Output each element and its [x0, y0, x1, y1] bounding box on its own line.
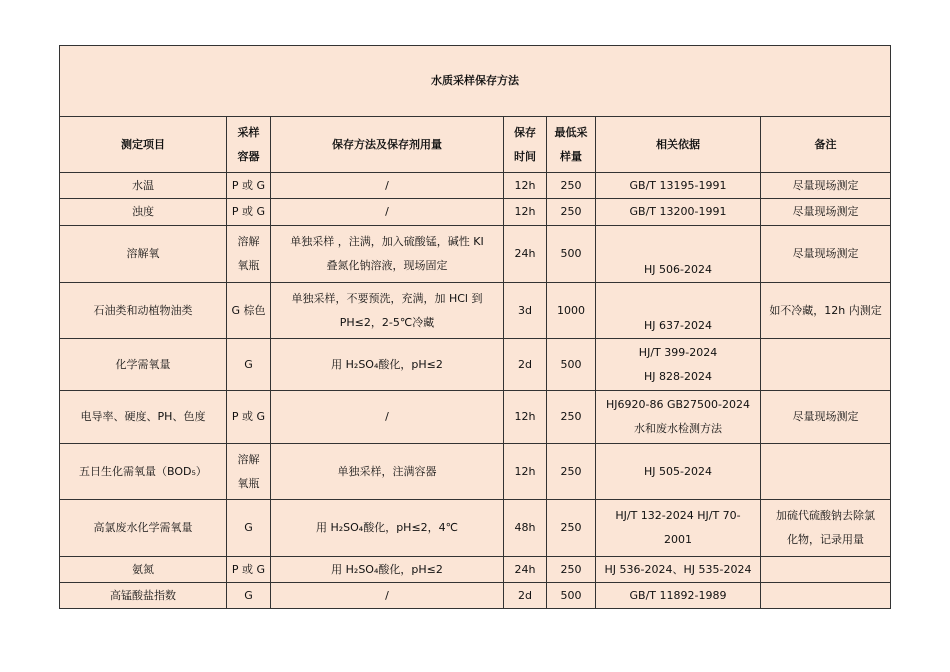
cell-method: 单独采样，不要预洗，充满，加 HCl 到 PH≤2，2-5℃冷藏 — [271, 283, 504, 339]
cell-min-volume: 250 — [547, 444, 596, 500]
cell-min-volume: 500 — [547, 583, 596, 609]
cell-basis: HJ/T 399-2024 HJ 828-2024 — [596, 339, 761, 391]
cell-container: G — [227, 339, 271, 391]
cell-remark — [761, 444, 891, 500]
cell-remark: 尽量现场测定 — [761, 391, 891, 444]
cell-time: 12h — [504, 173, 547, 199]
cell-container: G 棕色 — [227, 283, 271, 339]
cell-basis: HJ 637-2024 — [596, 283, 761, 339]
table-row — [60, 226, 891, 283]
header-min-volume: 最低采 样量 — [547, 117, 596, 173]
cell-method: 单独采样 ，注满，加入硫酸锰，碱性 KI 叠氮化钠溶液，现场固定 — [271, 226, 504, 283]
cell-method: / — [271, 583, 504, 609]
cell-basis: HJ6920-86 GB27500-2024 水和废水检测方法 — [596, 391, 761, 444]
cell-min-volume: 250 — [547, 500, 596, 557]
preservation-table — [59, 45, 891, 609]
cell-item: 水温 — [60, 173, 227, 199]
cell-method: / — [271, 173, 504, 199]
cell-min-volume: 250 — [547, 173, 596, 199]
table-row — [60, 199, 891, 226]
header-container: 采样 容器 — [227, 117, 271, 173]
cell-method: / — [271, 391, 504, 444]
cell-method: 用 H₂SO₄酸化，pH≤2 — [271, 557, 504, 583]
header-basis: 相关依据 — [596, 117, 761, 173]
cell-container: G — [227, 500, 271, 557]
cell-time: 12h — [504, 391, 547, 444]
cell-item: 高锰酸盐指数 — [60, 583, 227, 609]
cell-item: 高氯废水化学需氧量 — [60, 500, 227, 557]
cell-method: 单独采样，注满容器 — [271, 444, 504, 500]
cell-item: 浊度 — [60, 199, 227, 226]
header-item: 测定项目 — [60, 117, 227, 173]
cell-time: 24h — [504, 557, 547, 583]
cell-basis: HJ 506-2024 — [596, 226, 761, 283]
cell-basis: HJ/T 132-2024 HJ/T 70- 2001 — [596, 500, 761, 557]
cell-time: 48h — [504, 500, 547, 557]
cell-basis: GB/T 13195-1991 — [596, 173, 761, 199]
cell-min-volume: 1000 — [547, 283, 596, 339]
cell-method: / — [271, 199, 504, 226]
page-title: 水质采样保存方法 — [60, 46, 891, 117]
cell-basis: GB/T 11892-1989 — [596, 583, 761, 609]
table-row — [60, 557, 891, 583]
table-row — [60, 500, 891, 557]
cell-remark: 如不冷藏，12h 内测定 — [761, 283, 891, 339]
cell-method: 用 H₂SO₄酸化，pH≤2，4℃ — [271, 500, 504, 557]
cell-remark — [761, 557, 891, 583]
table-row — [60, 391, 891, 444]
cell-method: 用 H₂SO₄酸化，pH≤2 — [271, 339, 504, 391]
cell-container: P 或 G — [227, 391, 271, 444]
header-remark: 备注 — [761, 117, 891, 173]
cell-item: 化学需氧量 — [60, 339, 227, 391]
cell-item: 五日生化需氧量（BOD₅） — [60, 444, 227, 500]
cell-item: 电导率、硬度、PH、色度 — [60, 391, 227, 444]
title-row — [60, 46, 891, 117]
cell-basis: GB/T 13200-1991 — [596, 199, 761, 226]
cell-container: 溶解 氧瓶 — [227, 444, 271, 500]
table-row — [60, 173, 891, 199]
cell-time: 12h — [504, 199, 547, 226]
cell-min-volume: 250 — [547, 391, 596, 444]
cell-basis: HJ 536-2024、HJ 535-2024 — [596, 557, 761, 583]
cell-time: 24h — [504, 226, 547, 283]
cell-remark — [761, 339, 891, 391]
cell-min-volume: 500 — [547, 339, 596, 391]
cell-min-volume: 250 — [547, 557, 596, 583]
cell-time: 12h — [504, 444, 547, 500]
table-row — [60, 339, 891, 391]
table-row — [60, 583, 891, 609]
cell-min-volume: 250 — [547, 199, 596, 226]
cell-remark: 尽量现场测定 — [761, 226, 891, 283]
cell-item: 石油类和动植物油类 — [60, 283, 227, 339]
header-method: 保存方法及保存剂用量 — [271, 117, 504, 173]
cell-container: G — [227, 583, 271, 609]
cell-time: 2d — [504, 583, 547, 609]
cell-remark: 尽量现场测定 — [761, 199, 891, 226]
cell-container: 溶解 氧瓶 — [227, 226, 271, 283]
header-row — [60, 117, 891, 173]
cell-time: 3d — [504, 283, 547, 339]
cell-container: P 或 G — [227, 557, 271, 583]
table-row — [60, 444, 891, 500]
cell-basis: HJ 505-2024 — [596, 444, 761, 500]
cell-remark: 尽量现场测定 — [761, 173, 891, 199]
cell-container: P 或 G — [227, 173, 271, 199]
cell-remark — [761, 583, 891, 609]
cell-item: 氨氮 — [60, 557, 227, 583]
cell-remark: 加硫代硫酸钠去除氯 化物，记录用量 — [761, 500, 891, 557]
cell-container: P 或 G — [227, 199, 271, 226]
cell-min-volume: 500 — [547, 226, 596, 283]
cell-time: 2d — [504, 339, 547, 391]
table-row — [60, 283, 891, 339]
cell-item: 溶解氧 — [60, 226, 227, 283]
header-time: 保存 时间 — [504, 117, 547, 173]
